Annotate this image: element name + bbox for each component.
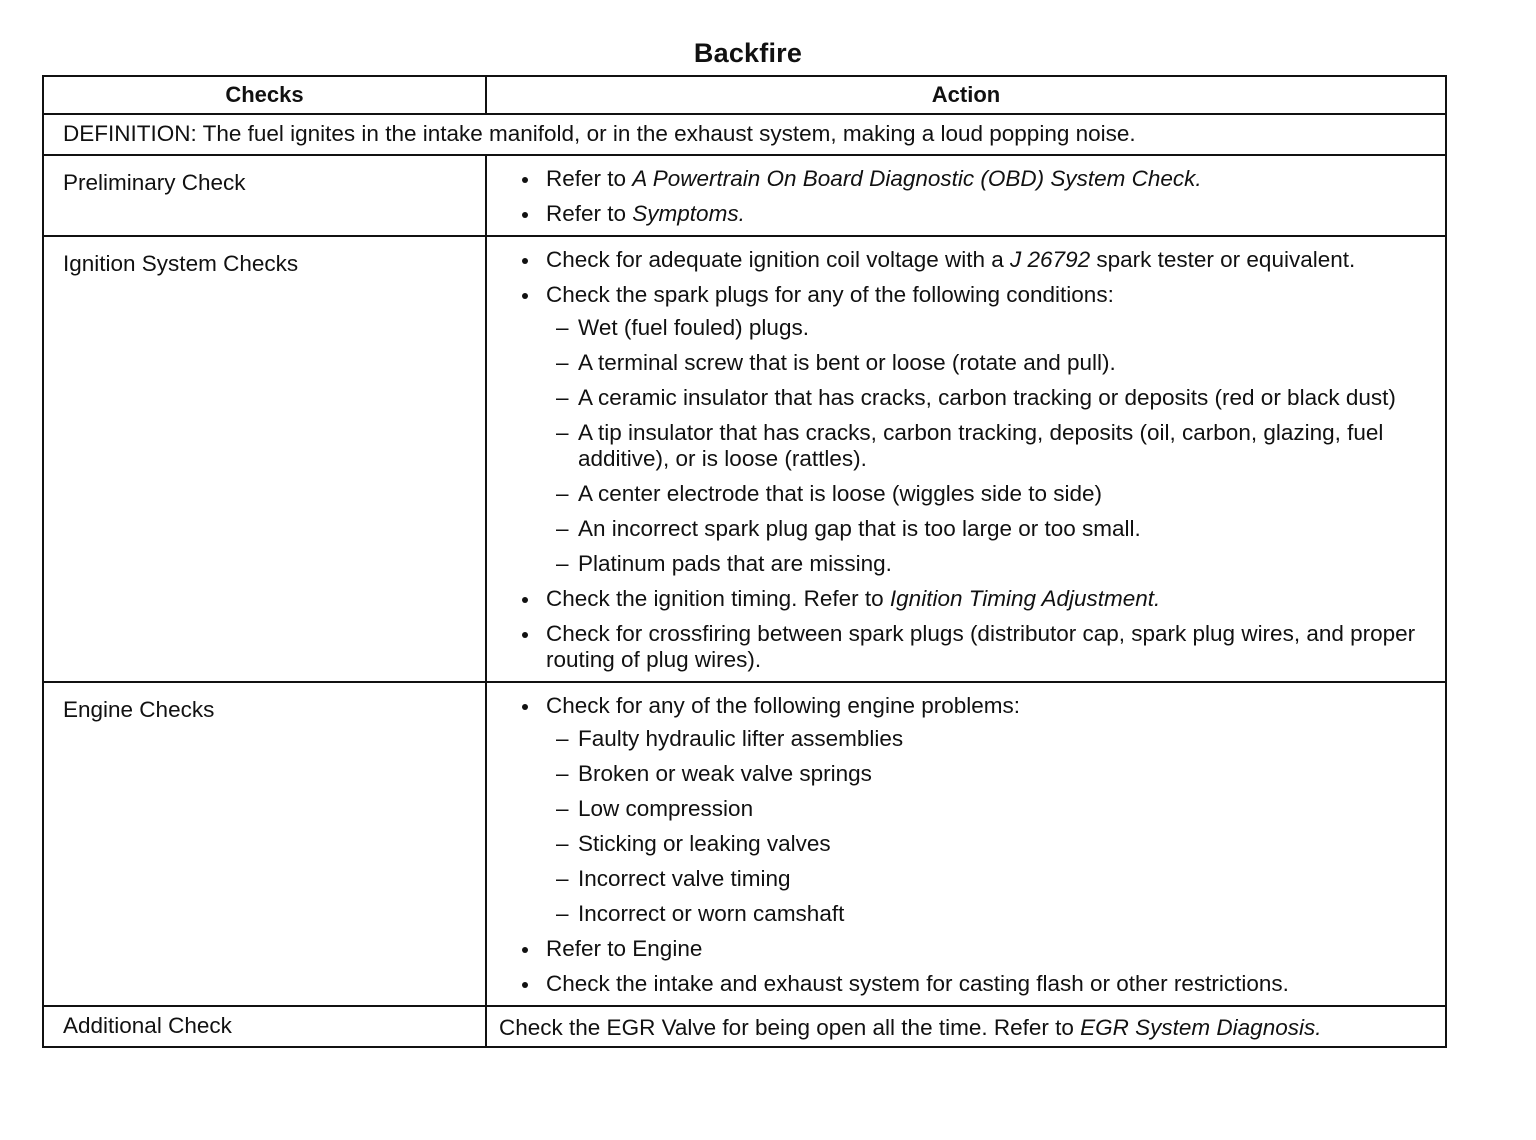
sub-item-text: Broken or weak valve springs: [578, 761, 872, 786]
sub-item: [546, 516, 1431, 542]
bullet-item: [519, 936, 1431, 962]
sub-item: [546, 901, 1431, 927]
sub-item-text: A ceramic insulator that has cracks, carbon tracking or deposits (red or black dust): [578, 385, 1396, 410]
reference-link-text: EGR System Diagnosis.: [1080, 1015, 1322, 1040]
bullet-icon: [522, 982, 528, 988]
sub-item-text: Faulty hydraulic lifter assemblies: [578, 726, 904, 751]
sub-item: [546, 481, 1431, 507]
bullet-icon: [522, 293, 528, 299]
table-row: [43, 682, 1446, 1006]
reference-link-text: Symptoms.: [632, 201, 745, 226]
bullet-icon: [522, 632, 528, 638]
definition-text: DEFINITION: The fuel ignites in the intake manifold, or in the exhaust system, making a loud popping noise.: [43, 114, 1446, 155]
bullet-text: Check for adequate ignition coil voltage with a: [546, 247, 1011, 272]
sub-item: [546, 350, 1431, 376]
sub-item: [546, 726, 1431, 752]
sub-item: [546, 761, 1431, 787]
diagnostic-table: [42, 75, 1447, 1048]
dash-icon: –: [556, 551, 569, 576]
bullet-text: Check the intake and exhaust system for casting flash or other restrictions.: [546, 971, 1289, 996]
sub-item: [546, 420, 1431, 472]
bullet-item: [519, 201, 1431, 227]
reference-link-text: A Powertrain On Board Diagnostic (OBD) System Check.: [632, 166, 1202, 191]
check-name: Ignition System Checks: [43, 236, 486, 682]
tool-number-text: J 26792: [1010, 247, 1091, 272]
action-cell: [486, 1006, 1446, 1047]
table-row: [43, 155, 1446, 236]
table-row-additional: [43, 1006, 1446, 1047]
header-row: [43, 76, 1446, 114]
sub-item: [546, 551, 1431, 577]
bullet-item: [519, 586, 1431, 612]
sub-item: [546, 796, 1431, 822]
sub-item-text: Sticking or leaking valves: [578, 831, 831, 856]
bullet-item: [519, 693, 1431, 927]
header-action: Action: [486, 76, 1446, 114]
header-checks: Checks: [43, 76, 486, 114]
bullet-icon: [522, 597, 528, 603]
definition-row: [43, 114, 1446, 155]
check-name: Engine Checks: [43, 682, 486, 1006]
bullet-icon: [522, 704, 528, 710]
sub-item-text: Low compression: [578, 796, 754, 821]
sub-item-text: A tip insulator that has cracks, carbon tracking, deposits (oil, carbon, glazing, fuel additive), or is loose (rattles).: [578, 420, 1384, 471]
dash-icon: –: [556, 315, 569, 340]
bullet-icon: [522, 177, 528, 183]
bullet-item: [519, 282, 1431, 577]
sub-item: [546, 866, 1431, 892]
dash-icon: –: [556, 901, 569, 926]
sub-item-text: A terminal screw that is bent or loose (rotate and pull).: [578, 350, 1116, 375]
dash-icon: –: [556, 761, 569, 786]
sub-item: [546, 831, 1431, 857]
dash-icon: –: [556, 350, 569, 375]
sub-item-text: Incorrect valve timing: [578, 866, 791, 891]
bullet-icon: [522, 212, 528, 218]
action-cell: [486, 682, 1446, 1006]
bullet-text: Check for any of the following engine problems:: [546, 693, 1021, 718]
bullet-item: [519, 247, 1431, 273]
bullet-text: Refer to: [546, 166, 633, 191]
dash-icon: –: [556, 385, 569, 410]
sub-item-text: Incorrect or worn camshaft: [578, 901, 845, 926]
check-name: Additional Check: [43, 1006, 486, 1047]
bullet-text: Check the spark plugs for any of the following conditions:: [546, 282, 1114, 307]
sub-item-text: An incorrect spark plug gap that is too large or too small.: [578, 516, 1141, 541]
bullet-item: [519, 971, 1431, 997]
sub-item: [546, 385, 1431, 411]
dash-icon: –: [556, 831, 569, 856]
sub-item: [546, 315, 1431, 341]
table-row: [43, 236, 1446, 682]
dash-icon: –: [556, 866, 569, 891]
action-cell: [486, 155, 1446, 236]
dash-icon: –: [556, 516, 569, 541]
bullet-text: Refer to Engine: [546, 936, 703, 961]
page-title: Backfire: [693, 38, 803, 68]
bullet-icon: [522, 258, 528, 264]
bullet-text: spark tester or equivalent.: [1090, 247, 1356, 272]
check-name: Preliminary Check: [43, 155, 486, 236]
dash-icon: –: [556, 481, 569, 506]
dash-icon: –: [556, 726, 569, 751]
action-cell: [486, 236, 1446, 682]
bullet-text: Check the ignition timing. Refer to: [546, 586, 890, 611]
dash-icon: –: [556, 796, 569, 821]
bullet-text: Check for crossfiring between spark plugs (distributor cap, spark plug wires, and proper routing of plug wires).: [546, 621, 1416, 672]
action-text: Check the EGR Valve for being open all the time. Refer to: [499, 1015, 1081, 1040]
sub-item-text: Wet (fuel fouled) plugs.: [578, 315, 809, 340]
bullet-item: [519, 166, 1431, 192]
bullet-icon: [522, 947, 528, 953]
bullet-item: [519, 621, 1431, 673]
bullet-text: Refer to: [546, 201, 633, 226]
reference-link-text: Ignition Timing Adjustment.: [889, 586, 1161, 611]
sub-item-text: Platinum pads that are missing.: [578, 551, 892, 576]
sub-item-text: A center electrode that is loose (wiggles side to side): [578, 481, 1103, 506]
dash-icon: –: [556, 420, 569, 445]
